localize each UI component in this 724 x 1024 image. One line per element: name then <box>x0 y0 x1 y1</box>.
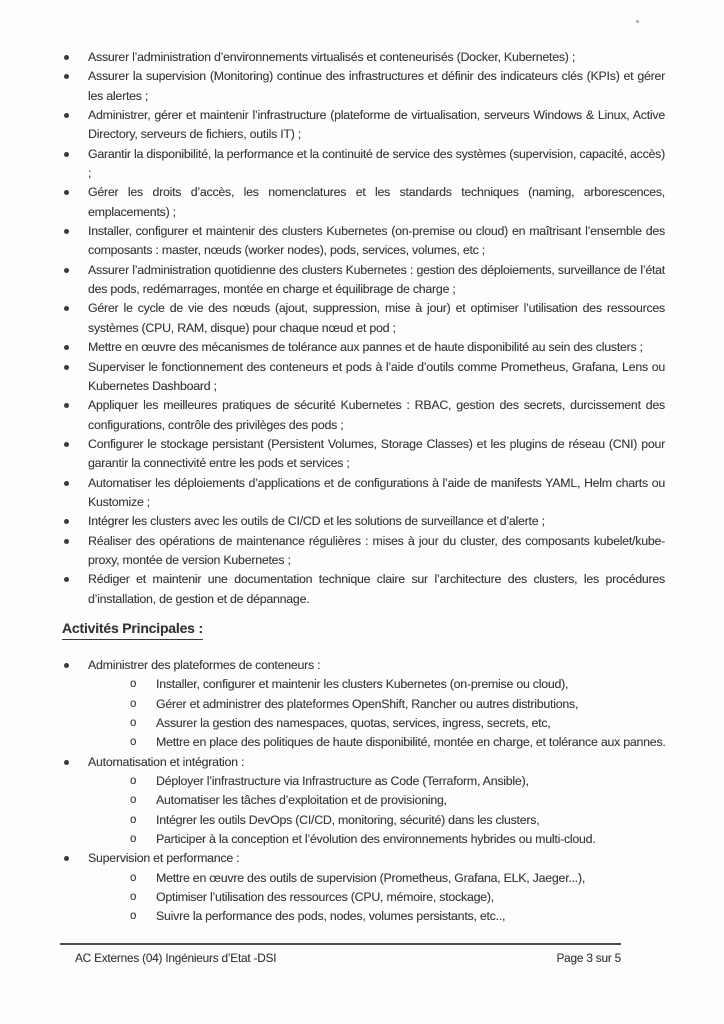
responsibility-text: Gérer le cycle de vie des nœuds (ajout, suppression, mise à jour) et optimiser l’utilisation des ressources systèmes (CPU, RAM, disque) pour chaque nœud et pod ; <box>88 301 665 335</box>
activity-sub-list <box>88 675 665 752</box>
activity-group-title: Supervision et performance : <box>88 851 240 866</box>
responsibility-text: Appliquer les meilleures pratiques de sécurité Kubernetes : RBAC, gestion des secrets, durcissement des configurations, contrôle des privilèges des pods ; <box>88 398 665 432</box>
activity-sub-item <box>88 675 665 694</box>
bullet-icon <box>64 74 69 79</box>
responsibility-item <box>62 145 665 184</box>
circle-bullet-icon: o <box>130 891 137 904</box>
responsibility-text: Gérer les droits d’accès, les nomenclatures et les standards techniques (naming, arborescences, emplacements) ; <box>88 185 665 219</box>
bullet-icon <box>64 268 69 273</box>
bullet-icon <box>64 345 69 350</box>
activity-group <box>62 753 665 850</box>
responsibility-text: Assurer l’administration d’environnements virtualisés et conteneurisés (Docker, Kubernetes) ; <box>88 50 576 64</box>
footer-row <box>60 945 621 968</box>
responsibility-item <box>62 183 665 222</box>
responsibility-text: Installer, configurer et maintenir des clusters Kubernetes (on-premise ou cloud) en maîtrisant l’ensemble des composants : master, nœuds (worker nodes), pods, services, volumes, etc ; <box>88 224 665 258</box>
activity-sub-item <box>88 811 665 830</box>
activity-sub-text: Automatiser les tâches d’exploitation et de provisioning, <box>156 793 447 808</box>
bullet-icon <box>64 577 69 582</box>
activity-sub-item <box>88 907 665 926</box>
responsibility-item <box>62 67 665 106</box>
bullet-icon <box>64 113 69 118</box>
activity-sub-item <box>88 714 665 733</box>
responsibility-item <box>62 512 665 531</box>
responsibility-item <box>62 532 665 571</box>
activity-sub-list <box>88 772 665 849</box>
activity-group-title: Automatisation et intégration : <box>88 754 245 769</box>
bullet-icon <box>64 519 69 524</box>
activity-sub-item <box>88 791 665 810</box>
responsibility-text: Garantir la disponibilité, la performance et la continuité de service des systèmes (supervision, capacité, accès) ; <box>88 146 665 181</box>
bullet-icon <box>64 55 69 60</box>
bullet-icon <box>64 190 69 195</box>
responsibility-text: Intégrer les clusters avec les outils de CI/CD et les solutions de surveillance et d’alerte ; <box>88 514 545 529</box>
bullet-icon <box>64 760 69 765</box>
bullet-icon <box>64 365 69 370</box>
bullet-icon <box>64 229 69 234</box>
responsibility-item <box>62 474 665 513</box>
circle-bullet-icon: o <box>130 833 137 846</box>
bullet-icon <box>64 403 69 408</box>
bullet-icon <box>64 856 69 861</box>
circle-bullet-icon: o <box>130 871 137 884</box>
responsibility-item <box>62 396 665 435</box>
footer-document-title: AC Externes (04) Ingénieurs d’Etat -DSI <box>75 950 277 965</box>
activity-sub-text: Assurer la gestion des namespaces, quotas, services, ingress, secrets, etc, <box>156 716 551 730</box>
scan-artifact-dot <box>636 20 639 23</box>
responsibility-item <box>62 222 665 261</box>
responsibility-item <box>62 299 665 338</box>
activity-sub-item <box>88 695 665 714</box>
responsibility-item <box>62 358 665 397</box>
bullet-icon <box>64 442 69 447</box>
responsibility-text: Configurer le stockage persistant (Persistent Volumes, Storage Classes) et les plugins de réseau (CNI) pour garantir la connectivité entre les pods et services ; <box>88 436 665 471</box>
activity-group <box>62 849 665 926</box>
responsibility-text: Mettre en œuvre des mécanismes de tolérance aux pannes et de haute disponibilité au sein des clusters ; <box>88 340 643 355</box>
responsibility-item <box>62 435 665 474</box>
responsibility-text: Réaliser des opérations de maintenance régulières : mises à jour du cluster, des composants kubelet/kube-proxy, montée de version Kubernetes ; <box>88 533 665 567</box>
bullet-icon <box>64 306 69 311</box>
bullet-icon <box>64 663 69 668</box>
page-footer <box>62 943 665 968</box>
activity-sub-text: Mettre en place des politiques de haute disponibilité, montée en charge, et tolérance aux pannes. <box>156 735 666 750</box>
activity-sub-text: Gérer et administrer des plateformes OpenShift, Rancher ou autres distributions, <box>156 696 579 711</box>
bullet-icon <box>64 481 69 486</box>
responsibility-item <box>62 570 665 609</box>
activity-sub-list <box>88 869 665 927</box>
circle-bullet-icon: o <box>130 910 137 923</box>
activity-sub-item <box>88 888 665 907</box>
responsibilities-list <box>62 48 665 609</box>
activity-sub-text: Installer, configurer et maintenir les clusters Kubernetes (on-premise ou cloud), <box>156 677 569 692</box>
circle-bullet-icon: o <box>130 794 137 807</box>
circle-bullet-icon: o <box>130 736 137 749</box>
activity-sub-text: Mettre en œuvre des outils de supervision (Prometheus, Grafana, ELK, Jaeger...), <box>156 870 586 885</box>
responsibility-text: Automatiser les déploiements d’applications et de configurations à l’aide de manifests YAML, Helm charts ou Kustomize ; <box>88 475 665 509</box>
responsibility-item <box>62 106 665 145</box>
section-heading-text: Activités Principales : <box>62 619 203 640</box>
activity-sub-item <box>88 733 665 752</box>
activity-sub-item <box>88 772 665 791</box>
activity-sub-text: Intégrer les outils DevOps (CI/CD, monitoring, sécurité) dans les clusters, <box>156 812 540 827</box>
responsibility-item <box>62 48 665 67</box>
responsibility-text: Assurer la supervision (Monitoring) continue des infrastructures et définir des indicateurs clés (KPIs) et gérer les alertes ; <box>88 69 665 103</box>
circle-bullet-icon: o <box>130 678 137 691</box>
section-heading <box>62 619 665 640</box>
activity-sub-item <box>88 869 665 888</box>
activities-list <box>62 656 665 927</box>
circle-bullet-icon: o <box>130 775 137 788</box>
responsibility-text: Superviser le fonctionnement des conteneurs et pods à l’aide d’outils comme Prometheus, Grafana, Lens ou Kubernetes Dashboard ; <box>88 359 665 393</box>
responsibility-text: Assurer l’administration quotidienne des clusters Kubernetes : gestion des déploiements, surveillance de l’état des pods, redémarrages, montée en charge et équilibrage de charge ; <box>88 262 665 297</box>
circle-bullet-icon: o <box>130 717 137 729</box>
responsibility-item <box>62 261 665 300</box>
activity-sub-text: Déployer l’infrastructure via Infrastructure as Code (Terraform, Ansible), <box>156 774 529 789</box>
responsibility-text: Administrer, gérer et maintenir l’infrastructure (plateforme de virtualisation, serveurs Windows & Linux, Active Directory, serveurs de fichiers, outils IT) ; <box>88 108 665 142</box>
responsibility-text: Rédiger et maintenir une documentation technique claire sur l’architecture des clusters, les procédures d’installation, de gestion et de dépannage. <box>88 572 665 606</box>
activity-group-title: Administrer des plateformes de conteneurs : <box>88 657 321 672</box>
bullet-icon <box>64 539 69 544</box>
activity-sub-text: Participer à la conception et l’évolution des environnements hybrides ou multi-cloud. <box>156 832 596 847</box>
activity-group <box>62 656 665 753</box>
activity-sub-item <box>88 830 665 849</box>
bullet-icon <box>64 152 69 157</box>
responsibility-item <box>62 338 665 357</box>
circle-bullet-icon: o <box>130 697 137 710</box>
activity-sub-text: Suivre la performance des pods, nodes, volumes persistants, etc.., <box>156 909 506 924</box>
footer-page-number: Page 3 sur 5 <box>556 950 621 965</box>
circle-bullet-icon: o <box>130 813 137 826</box>
activity-sub-text: Optimiser l’utilisation des ressources (CPU, mémoire, stockage), <box>156 890 494 905</box>
